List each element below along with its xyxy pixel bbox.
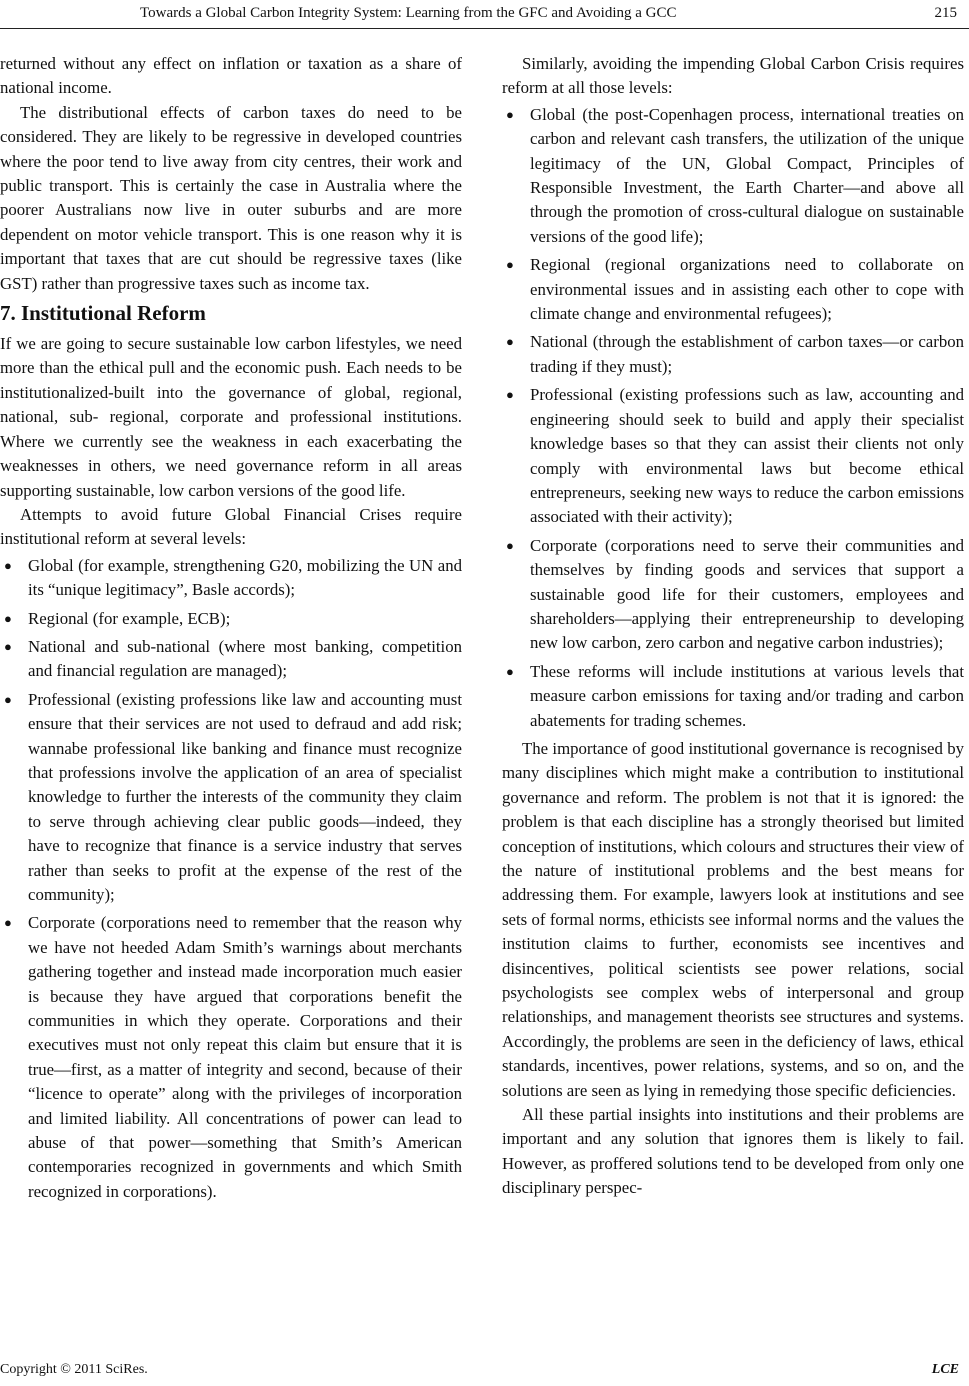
bullet-dot-icon: ● xyxy=(4,691,12,707)
bullet-dot-icon: ● xyxy=(4,638,12,654)
page-footer xyxy=(0,1358,969,1386)
bullet-dot-icon: ● xyxy=(506,334,514,350)
paragraph: Attempts to avoid future Global Financial Crises require institutional reform at several levels: xyxy=(0,504,462,549)
left-column xyxy=(0,52,462,1208)
right-column xyxy=(502,52,964,1201)
bullet-dot-icon: ● xyxy=(506,387,514,403)
bullet-dot-icon: ● xyxy=(4,915,12,931)
section-heading: 7. Institutional Reform xyxy=(0,301,206,326)
list-item: ● Global (the post-Copenhagen process, international treaties on carbon and relevant cash transfers, the utilization of the unique legitimacy of the UN, Global Compact, Principles of Responsible Investment, the Earth Charter—and above all through the promotion of cross-cultural dialogue on sustainable versions of the good life); xyxy=(506,104,964,246)
bullet-list xyxy=(502,103,964,733)
list-item: ● Professional (existing professions like law and accounting must ensure that their services are not used to defraud and add risk; wannabe professional like banking and finance must recognize that professions involve the application of an area of specialist knowledge to further the interests of the community they claim to serve through achieving clear public goods—indeed, they have to recognize that finance is a service industry that serves rather than seeks to profit at the expense of the rest of the community); xyxy=(4,689,462,904)
list-item: ● Global (for example, strengthening G20, mobilizing the UN and its “unique legitimacy”, Basle accords); xyxy=(4,555,462,600)
paragraph: returned without any effect on inflation or taxation as a share of national income. xyxy=(0,54,462,98)
bullet-dot-icon: ● xyxy=(506,257,514,273)
bullet-dot-icon: ● xyxy=(506,537,514,553)
journal-abbrev: LCE xyxy=(931,1362,959,1377)
list-item: ● Regional (regional organizations need to collaborate on environmental issues and in assisting each other to cope with climate change and environmental refugees); xyxy=(506,255,964,324)
list-item: ● Professional (existing professions such as law, accounting and engineering should seek to build and apply their specialist knowledge bases so that they can assist their clients not only comply with environmental laws but become ethical entrepreneurs, seeking new ways to reduce the carbon emissions associated with their activity); xyxy=(506,385,964,527)
running-header xyxy=(0,0,969,29)
bullet-dot-icon: ● xyxy=(506,663,514,679)
list-item: ● National (through the establishment of carbon taxes—or carbon trading if they must); xyxy=(506,332,964,376)
list-item: ● Corporate (corporations need to remember that the reason why we have not heeded Adam Smith’s warnings about merchants gathering together and instead made incorporation much easier is because they have argued that corporations benefit the communities in which they operate. Corporations and their executives must not only repeat this claim but ensure that it is true—first, as a matter of integrity and second, because of their “licence to operate” along with the privileges of incorporation and limited liability. All concentrations of power can lead to abuse of that power—something that Smith’s American contemporaries recognized in governments and which Smith recognized in corporations). xyxy=(4,913,462,1201)
paragraph: If we are going to secure sustainable low carbon lifestyles, we need more than the ethical pull and the economic push. Each needs to be institutionalized-built into the governance of global, regional, national, sub- regional, corporate and professional institutions. Where we currently see the weakness in each exacerbating the weaknesses in others, we need governance reform in all areas supporting sustainable, low carbon versions of the good life. xyxy=(0,334,462,500)
list-item: ● National and sub-national (where most banking, competition and financial regulation are managed); xyxy=(4,636,462,681)
bullet-dot-icon: ● xyxy=(4,610,12,626)
running-title: Towards a Global Carbon Integrity System: Learning from the GFC and Avoiding a GCC xyxy=(140,5,677,21)
list-item: ● These reforms will include institutions at various levels that measure carbon emissions for taxing and/or trading and carbon abatements for trading schemes. xyxy=(506,661,964,730)
paragraph: Similarly, avoiding the impending Global Carbon Crisis requires reform at all those levels: xyxy=(502,54,964,98)
paragraph: The distributional effects of carbon taxes do need to be considered. They are likely to be regressive in developed countries where the poor tend to live away from city centres, their work and public transport. This is certainly the case in Australia where the poorer Australians now live in outer suburbs and are more dependent on motor vehicle transport. This is one reason why it is important that taxes that are cut should be regressive taxes (like GST) rather than progressive taxes such as income tax. xyxy=(0,102,462,293)
copyright-notice: Copyright © 2011 SciRes. xyxy=(0,1362,148,1377)
bullet-dot-icon: ● xyxy=(506,106,514,122)
page-number: 215 xyxy=(934,5,957,21)
list-item: ● Corporate (corporations need to serve their communities and themselves by finding goods and services that support a sustainable good life for their customers, employees and shareholders—applying their entrepreneurship to developing new low carbon, zero carbon and negative carbon industries); xyxy=(506,535,964,653)
list-item: ● Regional (for example, ECB); xyxy=(0,607,462,631)
bullet-dot-icon: ● xyxy=(4,557,12,573)
paragraph: The importance of good institutional governance is recognised by many disciplines which might make a contribution to institutional governance and reform. The problem is not that it is ignored: the problem is that each discipline has a strongly theorised but limited conception of institutions, which colours and structures their view of the nature of institutional problems and the best means for addressing them. For example, lawyers look at institutions and see sets of formal norms, ethicists see informal norms and the values the institution claims to further, economists see incentives and disincentives, political scientists see power relations, social psychologists see complex webs of interpersonal and group relationships, and management theorists see structures and systems. Accordingly, the problems are seen in the deficiency of laws, ethical standards, incentives, power relations, systems, and so on, and the solutions are seen as lying in remedying those specific deficiencies. xyxy=(502,738,964,1100)
paragraph: All these partial insights into institutions and their problems are important and any solution that ignores them is likely to fail. However, as proffered solutions tend to be developed from only one disciplinary perspec- xyxy=(502,1105,964,1198)
bullet-list xyxy=(0,554,462,1205)
